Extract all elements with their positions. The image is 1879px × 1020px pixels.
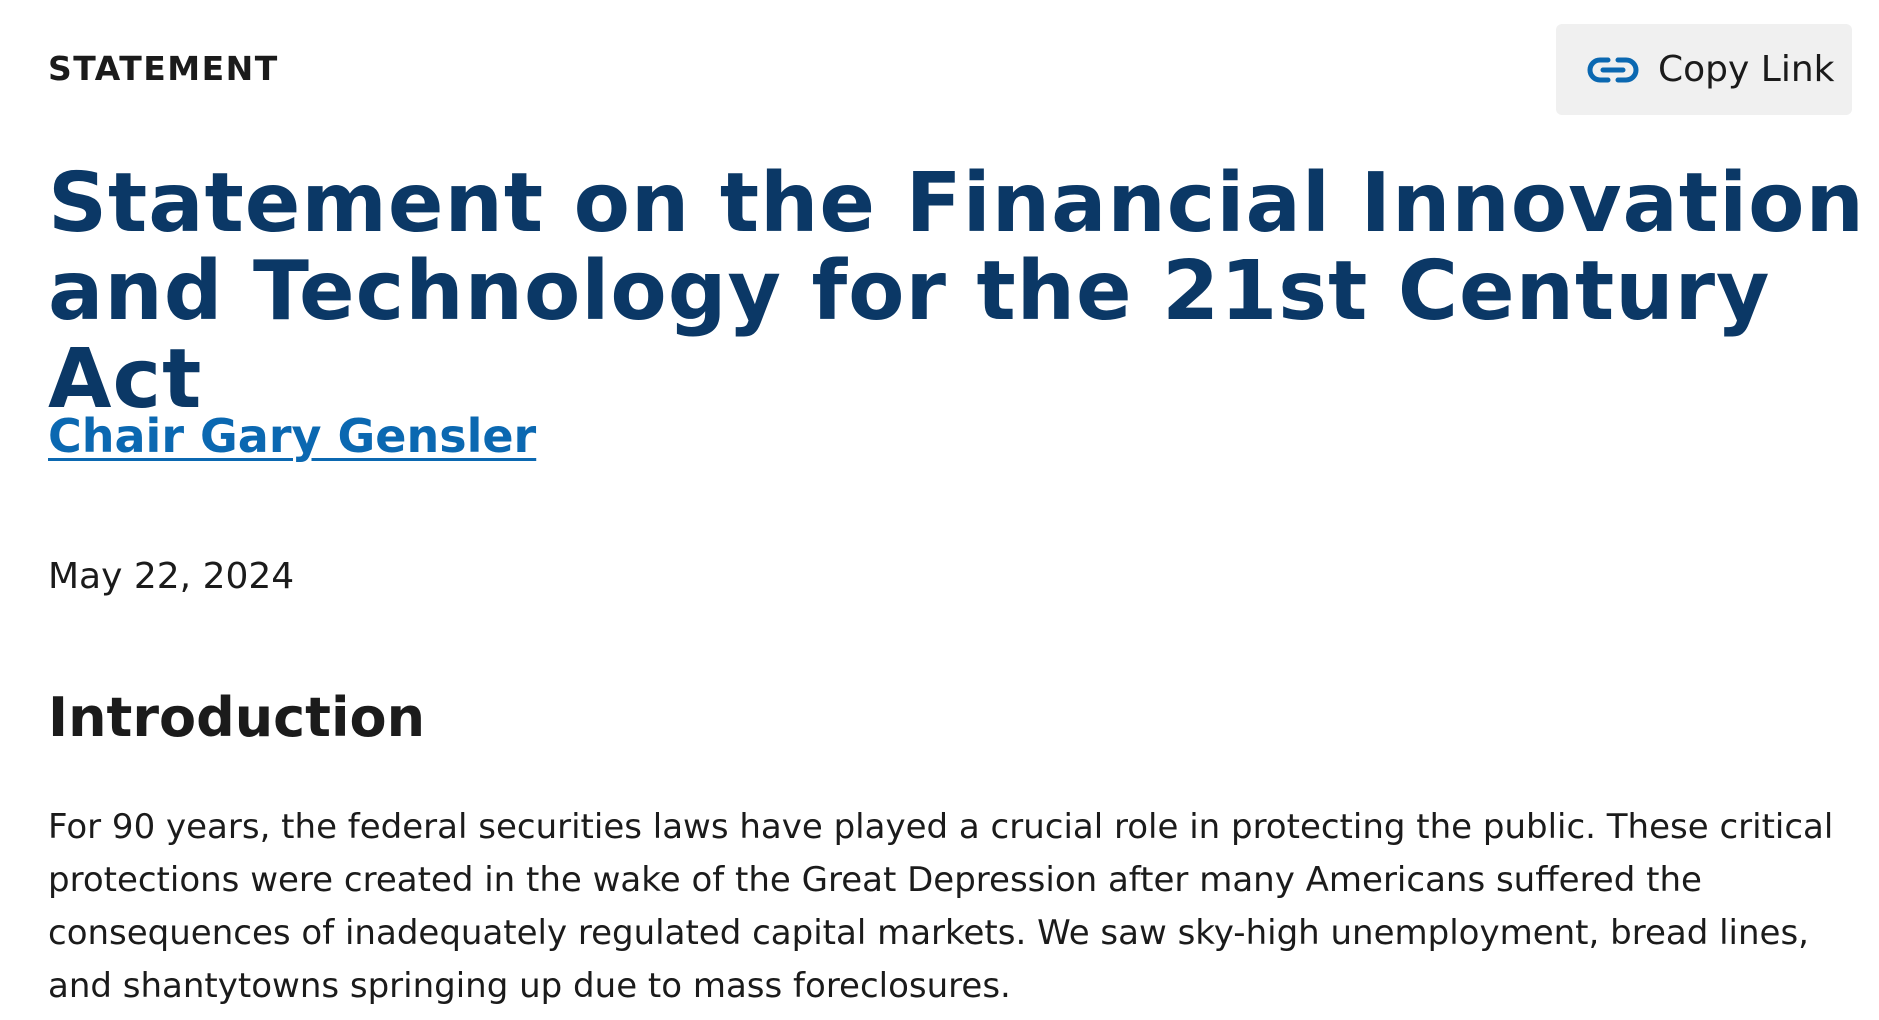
copy-link-label: Copy Link [1658,48,1835,90]
link-icon [1586,54,1640,86]
section-heading-introduction: Introduction [48,686,426,749]
author-link[interactable]: Chair Gary Gensler [48,409,537,463]
copy-link-button[interactable] [1556,24,1852,115]
content-type-label: STATEMENT [48,49,279,88]
page-title: Statement on the Financial Innovation and Technology for the 21st Century Act [48,156,1865,427]
body-paragraph: For 90 years, the federal securities laws have played a crucial role in protecting the public. These critical protections were created in the wake of the Great Depression after many Americans suffered the consequences of inadequately regulated capital markets. We saw sky-high unemployment, bread lines, and shantytowns springing up due to mass foreclosures. [48,807,1834,1006]
publish-date: May 22, 2024 [48,556,295,597]
